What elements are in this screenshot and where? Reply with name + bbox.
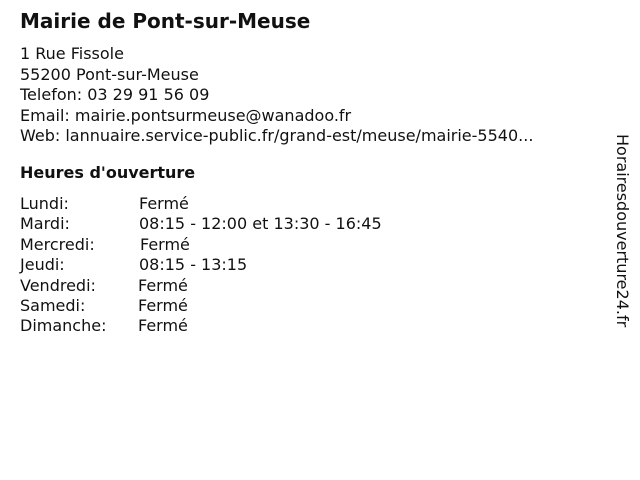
phone-number: Telefon: 03 29 91 56 09	[20, 85, 210, 104]
time-value: Fermé	[138, 275, 188, 295]
day-label: Mercredi:	[20, 234, 95, 254]
time-value: Fermé	[138, 316, 188, 336]
website-url: Web: lannuaire.service-public.fr/grand-est/meuse/mairie-5540...	[20, 126, 534, 145]
time-value: Fermé	[140, 234, 190, 254]
street-address: 1 Rue Fissole	[20, 44, 124, 63]
page-title: Mairie de Pont-sur-Meuse	[20, 9, 311, 33]
postal-city: 55200 Pont-sur-Meuse	[20, 64, 199, 84]
time-value: 08:15 - 12:00 et 13:30 - 16:45	[139, 214, 382, 234]
day-label: Vendredi:	[20, 275, 96, 295]
address-block	[20, 44, 533, 147]
day-label: Dimanche:	[20, 316, 107, 336]
day-label: Lundi:	[20, 194, 69, 213]
opening-hours-heading: Heures d'ouverture	[20, 163, 196, 182]
time-value: Fermé	[139, 194, 189, 213]
site-watermark: Horairesdouverture24.fr	[613, 134, 632, 328]
time-value: Fermé	[138, 295, 188, 315]
time-value: 08:15 - 13:15	[139, 255, 248, 275]
day-label: Mardi:	[20, 214, 70, 234]
day-label: Jeudi:	[20, 255, 65, 275]
email-address: Email: mairie.pontsurmeuse@wanadoo.fr	[20, 105, 352, 125]
day-label: Samedi:	[20, 295, 86, 315]
